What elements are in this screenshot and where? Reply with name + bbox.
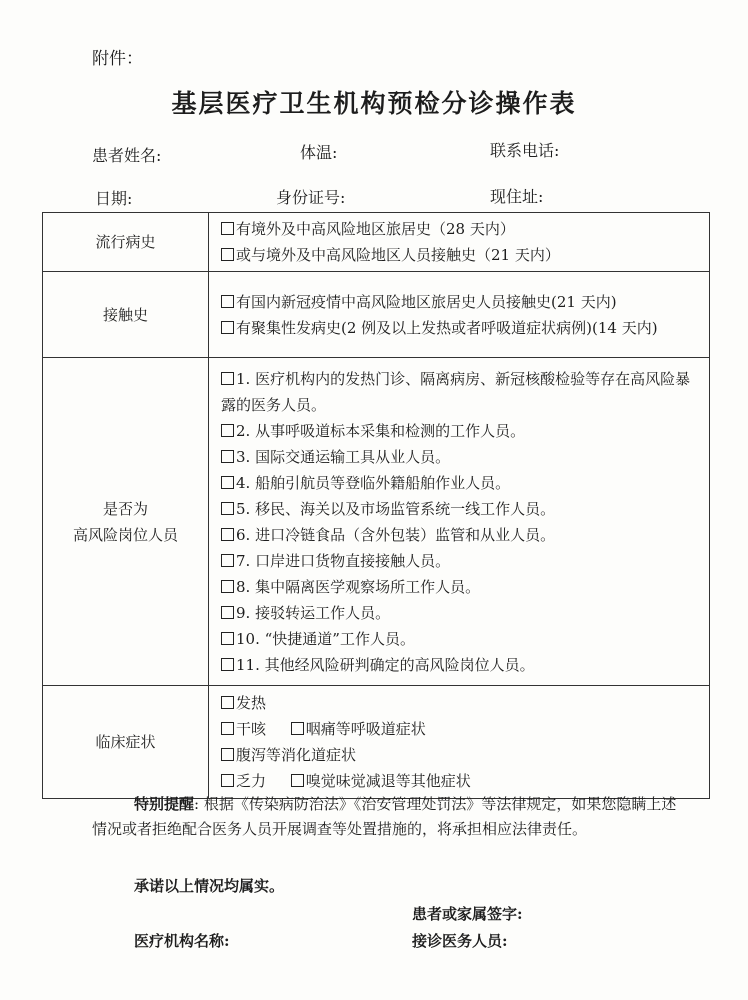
- checkbox-option[interactable]: 4. 船舶引航员等登临外籍船舶作业人员。: [221, 470, 705, 496]
- checkbox-icon[interactable]: [221, 502, 234, 515]
- institution-name-label: 医疗机构名称:: [134, 932, 230, 950]
- checkbox-option[interactable]: 3. 国际交通运输工具从业人员。: [221, 444, 705, 470]
- patient-signature-label: 患者或家属签字:: [412, 905, 523, 923]
- checkbox-option[interactable]: 有聚集性发病史(2 例及以上发热或者呼吸道症状病例)(14 天内): [221, 315, 705, 341]
- checkbox-option[interactable]: 6. 进口冷链食品（含外包装）监管和从业人员。: [221, 522, 705, 548]
- checkbox-icon[interactable]: [221, 295, 234, 308]
- section-content: [209, 686, 710, 799]
- checkbox-icon[interactable]: [221, 722, 234, 735]
- patient-name-label: 患者姓名:: [92, 146, 162, 165]
- checkbox-icon[interactable]: [221, 580, 234, 593]
- checkbox-option[interactable]: 11. 其他经风险研判确定的高风险岗位人员。: [221, 652, 705, 678]
- legal-notice: [92, 792, 682, 842]
- checkbox-icon[interactable]: [221, 632, 234, 645]
- checkbox-icon[interactable]: [291, 722, 304, 735]
- checkbox-icon[interactable]: [221, 696, 234, 709]
- checkbox-option[interactable]: 2. 从事呼吸道标本采集和检测的工作人员。: [221, 418, 705, 444]
- section-label: 流行病史: [43, 213, 209, 272]
- checkbox-option[interactable]: 5. 移民、海关以及市场监管系统一线工作人员。: [221, 496, 705, 522]
- checkbox-option[interactable]: 腹泻等消化道症状: [221, 742, 705, 768]
- attachment-label: 附件：: [92, 49, 143, 69]
- section-epidemic: [43, 213, 710, 272]
- checkbox-icon[interactable]: [221, 222, 234, 235]
- checkbox-option[interactable]: 有国内新冠疫情中高风险地区旅居史人员接触史(21 天内): [221, 289, 705, 315]
- date-label: 日期:: [95, 189, 133, 208]
- checkbox-icon[interactable]: [221, 774, 234, 787]
- checkbox-option[interactable]: 乏力: [221, 772, 266, 790]
- checkbox-icon[interactable]: [221, 606, 234, 619]
- checkbox-option[interactable]: 1. 医疗机构内的发热门诊、隔离病房、新冠核酸检验等存在高风险暴露的医务人员。: [221, 369, 691, 414]
- checkbox-icon[interactable]: [221, 424, 234, 437]
- checkbox-icon[interactable]: [221, 748, 234, 761]
- checkbox-icon[interactable]: [221, 476, 234, 489]
- promise-statement: 承诺以上情况均属实。: [134, 877, 285, 895]
- notice-body: : 根据《传染病防治法》《治安管理处罚法》等法律规定，如果您隐瞒上述情况或者拒绝配合医务人员开展调查等处置措施的，将承担相应法律责任。: [92, 795, 677, 838]
- notice-heading: 特别提醒: [134, 795, 195, 813]
- checkbox-option[interactable]: 咽痛等呼吸道症状: [291, 720, 426, 738]
- temperature-label: 体温:: [300, 143, 338, 162]
- section-highrisk: [43, 358, 710, 686]
- checkbox-icon[interactable]: [221, 372, 234, 385]
- section-contact: [43, 272, 710, 358]
- address-label: 现住址:: [490, 187, 544, 206]
- section-label: 临床症状: [43, 686, 209, 799]
- checkbox-option[interactable]: 有境外及中高风险地区旅居史（28 天内）: [221, 216, 705, 242]
- checkbox-option[interactable]: 8. 集中隔离医学观察场所工作人员。: [221, 574, 705, 600]
- checkbox-icon[interactable]: [221, 528, 234, 541]
- page-title: 基层医疗卫生机构预检分诊操作表: [171, 89, 577, 118]
- section-content: [209, 213, 710, 272]
- checkbox-option[interactable]: 7. 口岸进口货物直接接触人员。: [221, 548, 705, 574]
- checkbox-option[interactable]: 发热: [221, 690, 705, 716]
- checkbox-icon[interactable]: [221, 321, 234, 334]
- doctor-label: 接诊医务人员:: [412, 932, 508, 950]
- phone-label: 联系电话:: [490, 141, 560, 160]
- id-number-label: 身份证号:: [276, 188, 346, 207]
- checkbox-option[interactable]: 9. 接驳转运工作人员。: [221, 600, 705, 626]
- checkbox-row: [221, 768, 705, 794]
- section-content: [209, 272, 710, 358]
- checkbox-icon[interactable]: [221, 248, 234, 261]
- checkbox-option[interactable]: 干咳: [221, 720, 266, 738]
- section-clinical: [43, 686, 710, 799]
- checkbox-icon[interactable]: [221, 450, 234, 463]
- section-content: [209, 358, 710, 686]
- section-label: 是否为 高风险岗位人员: [43, 358, 209, 686]
- checkbox-icon[interactable]: [291, 774, 304, 787]
- checkbox-icon[interactable]: [221, 554, 234, 567]
- checkbox-option[interactable]: 嗅觉味觉减退等其他症状: [291, 772, 471, 790]
- triage-table: [42, 212, 710, 799]
- checkbox-row: [221, 716, 705, 742]
- section-label: 接触史: [43, 272, 209, 358]
- checkbox-option[interactable]: 10. “快捷通道”工作人员。: [221, 626, 705, 652]
- checkbox-option[interactable]: 或与境外及中高风险地区人员接触史（21 天内）: [221, 242, 705, 268]
- checkbox-icon[interactable]: [221, 658, 234, 671]
